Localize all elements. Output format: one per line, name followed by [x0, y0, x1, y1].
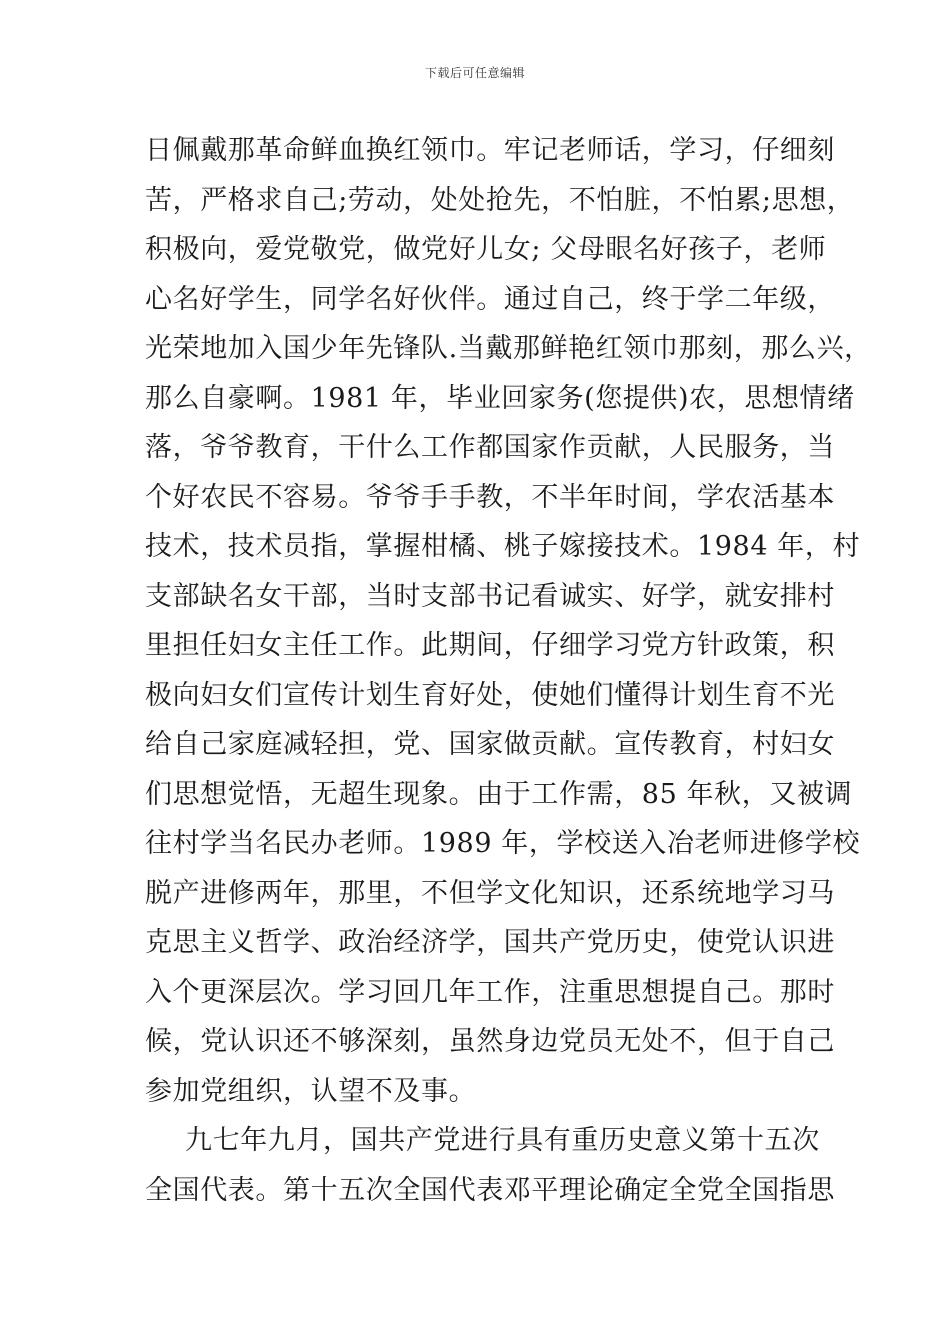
text-line: 心名好学生，同学名好伙伴。通过自己，终于学二年级，: [145, 283, 835, 315]
text-line: 落，爷爷教育，干什么工作都国家作贡献，人民服务，当: [145, 432, 835, 463]
text-line: 那么自豪啊。1981 年，毕业回家务(您提供)农，思想情绪: [145, 382, 855, 414]
text-line: 日佩戴那革命鲜血换红领巾。牢记老师话，学习，仔细刻: [145, 135, 835, 166]
text-line: 里担任妇女主任工作。此期间，仔细学习党方针政策，积: [145, 630, 835, 661]
text-line: 参加党组织，认望不及事。: [145, 1075, 477, 1107]
text-line: 积极向，爱党敬党，做党好儿女; 父母眼名好孩子，老师: [145, 234, 827, 265]
text-line: 光荣地加入国少年先锋队.当戴那鲜艳红领巾那刻，那么兴，: [145, 333, 872, 364]
text-line: 们思想觉悟，无超生现象。由于工作需，85 年秋，又被调: [145, 778, 853, 810]
text-line: 技术，技术员指，掌握柑橘、桃子嫁接技术。1984 年，村: [145, 531, 861, 562]
text-line: 给自己家庭减轻担，党、国家做贡献。宣传教育，村妇女: [145, 729, 835, 760]
paragraph: [145, 126, 872, 1116]
text-line: 入个更深层次。学习回几年工作，注重思想提自己。那时: [145, 976, 835, 1008]
text-line: 全国代表。第十五次全国代表邓平理论确定全党全国指思: [145, 1174, 835, 1206]
page-header: 下载后可任意编辑: [424, 66, 525, 80]
text-line: 极向妇女们宣传计划生育好处，使她们懂得计划生育不光: [145, 679, 835, 711]
text-line: 往村学当名民办老师。1989 年，学校送入冶老师进修学校: [145, 828, 861, 859]
text-line: 个好农民不容易。爷爷手手教，不半年时间，学农活基本: [145, 481, 835, 513]
text-line: 九七年九月，国共产党进行具有重历史意义第十五次: [185, 1125, 820, 1156]
text-line: 脱产进修两年，那里，不但学文化知识，还系统地学习马: [145, 877, 835, 909]
text-line: 支部缺名女干部，当时支部书记看诚实、好学，就安排村: [145, 580, 835, 612]
text-line: 候，党认识还不够深刻，虽然身边党员无处不，但于自己: [145, 1026, 835, 1057]
text-line: 苦，严格求自己;劳动，处处抢先，不怕脏，不怕累;思想，: [145, 184, 855, 216]
paragraph: [145, 1116, 835, 1215]
document-body: [145, 126, 872, 1215]
text-line: 克思主义哲学、政治经济学，国共产党历史，使党认识进: [145, 927, 835, 958]
